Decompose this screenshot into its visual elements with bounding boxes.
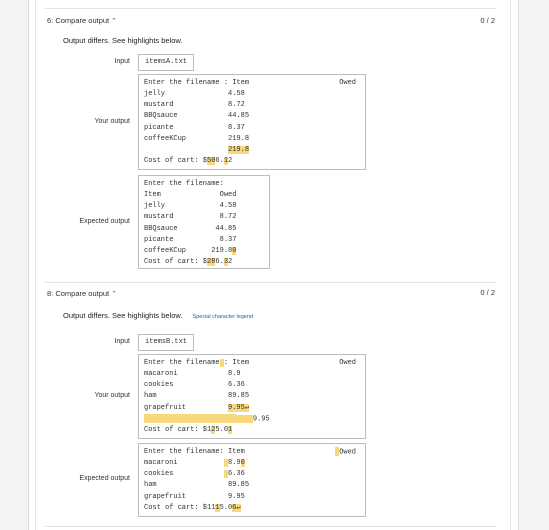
output-line: cookies 6.36 xyxy=(144,381,245,390)
output-line: macaroni 8.9 xyxy=(144,370,241,379)
expected-line: mustard 8.72 xyxy=(144,213,237,222)
your-output-box xyxy=(138,74,366,170)
divider xyxy=(45,282,496,283)
test-6-toggle[interactable] xyxy=(47,16,117,25)
divider xyxy=(45,526,496,527)
expected-line: picante 8.37 xyxy=(144,235,237,244)
expected-line: Item Owed xyxy=(144,191,237,200)
output-line: Cost of cart: $125.01 xyxy=(144,425,233,434)
chevron-up-icon: ⌃ xyxy=(111,18,117,25)
expected-output-label: Expected output xyxy=(79,218,130,225)
expected-output-label: Expected output xyxy=(79,475,130,482)
your-output-label: Your output xyxy=(94,118,130,125)
expected-output-box xyxy=(138,175,270,269)
output-line: mustard 8.72 xyxy=(144,101,245,110)
test-6-score: 0 / 2 xyxy=(480,16,495,25)
input-file: itemsA.txt xyxy=(138,54,194,71)
expected-line: jelly 4.58 xyxy=(144,202,237,211)
test-8-toggle[interactable] xyxy=(47,289,117,298)
output-line: Enter the filename : Item Owed xyxy=(144,359,356,367)
output-line: jelly 4.58 xyxy=(144,90,245,99)
expected-output-box xyxy=(138,443,366,517)
expected-line: Enter the filename: xyxy=(144,180,224,188)
output-line: grapefruit 9.95↵ xyxy=(144,403,250,412)
expected-line: Cost of cart: $286.32 xyxy=(144,257,233,266)
expected-line: Enter the filename: Item Owed xyxy=(144,448,356,457)
special-character-legend-link[interactable]: Special character legend xyxy=(192,314,254,320)
expected-line: cookies 6.36 xyxy=(144,470,245,479)
test-8-score: 0 / 2 xyxy=(480,288,495,297)
input-file: itemsB.txt xyxy=(138,334,194,351)
test-8-diff-message: Output differs. See highlights below. Special character legend xyxy=(63,311,254,320)
output-line: Enter the filename : Item Owed xyxy=(144,79,356,87)
test-6-diff-message: Output differs. See highlights below. xyxy=(63,36,183,45)
output-line: BBQsauce 44.85 xyxy=(144,112,250,121)
expected-line: grapefruit 9.95 xyxy=(144,492,245,501)
your-output-box xyxy=(138,354,366,439)
output-line: coffeeKCup 219.8 xyxy=(144,134,250,143)
chevron-up-icon: ⌃ xyxy=(111,291,117,298)
divider xyxy=(45,8,496,9)
input-label: Input xyxy=(114,58,130,65)
output-line-highlight: 9.95 xyxy=(144,414,360,425)
output-line: Cost of cart: $506.12 xyxy=(144,156,233,165)
input-label: Input xyxy=(114,338,130,345)
your-output-label: Your output xyxy=(94,392,130,399)
expected-line: Cost of cart: $1115.06↵ xyxy=(144,503,241,512)
expected-line: coffeeKCup 219.80 xyxy=(144,246,237,255)
test-8-title: 8: Compare output xyxy=(47,289,110,298)
test-6-title: 6: Compare output xyxy=(47,16,110,25)
output-line: picante 8.37 xyxy=(144,123,245,132)
expected-line: macaroni 8.90 xyxy=(144,459,245,468)
expected-line: BBQsauce 44.85 xyxy=(144,224,237,233)
output-line: ham 89.85 xyxy=(144,392,250,401)
expected-line: ham 89.85 xyxy=(144,481,250,490)
output-line-highlight: 219.8 xyxy=(228,145,250,154)
